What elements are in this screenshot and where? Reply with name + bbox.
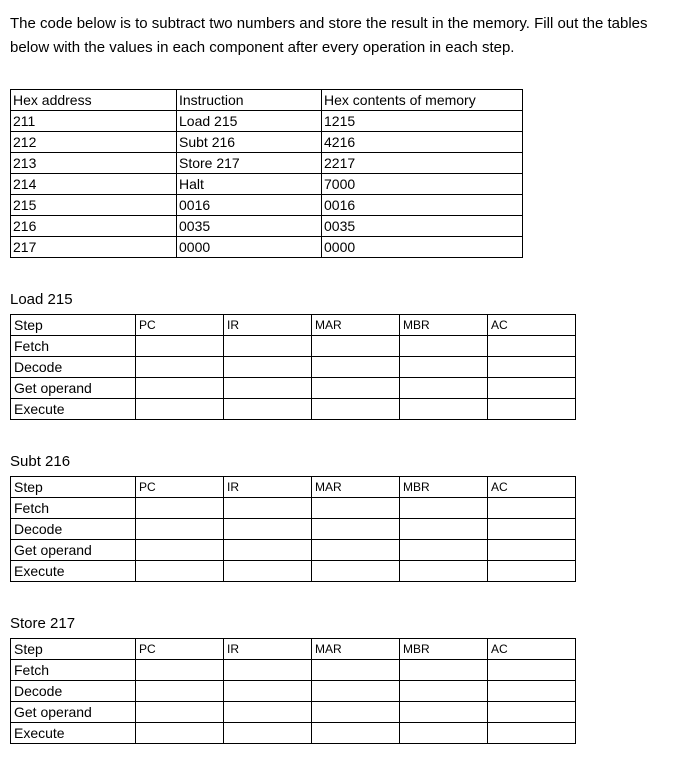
header-ac: AC — [488, 639, 576, 660]
table-row — [11, 660, 576, 681]
mbr-cell[interactable] — [400, 723, 488, 744]
header-ir: IR — [224, 477, 312, 498]
header-ac: AC — [488, 477, 576, 498]
instruction-cell: 0016 — [177, 195, 322, 216]
mar-cell[interactable] — [312, 660, 400, 681]
table-row — [11, 702, 576, 723]
mar-cell[interactable] — [312, 723, 400, 744]
step-table-header-row — [11, 315, 576, 336]
ir-cell[interactable] — [224, 660, 312, 681]
table-row — [11, 174, 523, 195]
header-hex-address: Hex address — [11, 90, 177, 111]
mbr-cell[interactable] — [400, 336, 488, 357]
address-cell: 216 — [11, 216, 177, 237]
section-title-store: Store 217 — [10, 615, 76, 632]
step-table-header-row — [11, 477, 576, 498]
header-mar: MAR — [312, 477, 400, 498]
ir-cell[interactable] — [224, 357, 312, 378]
header-step: Step — [11, 315, 136, 336]
contents-cell: 0000 — [322, 237, 523, 258]
memory-table-header-row — [11, 90, 523, 111]
table-row — [11, 498, 576, 519]
pc-cell[interactable] — [136, 660, 224, 681]
step-label: Fetch — [11, 660, 136, 681]
mar-cell[interactable] — [312, 702, 400, 723]
pc-cell[interactable] — [136, 357, 224, 378]
table-row — [11, 399, 576, 420]
mbr-cell[interactable] — [400, 540, 488, 561]
ir-cell[interactable] — [224, 336, 312, 357]
header-pc: PC — [136, 477, 224, 498]
table-row — [11, 132, 523, 153]
mbr-cell[interactable] — [400, 702, 488, 723]
header-hex-contents: Hex contents of memory — [322, 90, 523, 111]
contents-cell: 2217 — [322, 153, 523, 174]
table-row — [11, 681, 576, 702]
address-cell: 217 — [11, 237, 177, 258]
table-row — [11, 723, 576, 744]
pc-cell[interactable] — [136, 702, 224, 723]
instruction-cell: 0035 — [177, 216, 322, 237]
contents-cell: 7000 — [322, 174, 523, 195]
ir-cell[interactable] — [224, 519, 312, 540]
pc-cell[interactable] — [136, 540, 224, 561]
step-label: Fetch — [11, 336, 136, 357]
table-row — [11, 336, 576, 357]
contents-cell: 0035 — [322, 216, 523, 237]
ac-cell[interactable] — [488, 399, 576, 420]
ac-cell[interactable] — [488, 681, 576, 702]
instruction-cell: 0000 — [177, 237, 322, 258]
address-cell: 212 — [11, 132, 177, 153]
header-mbr: MBR — [400, 477, 488, 498]
mar-cell[interactable] — [312, 540, 400, 561]
mar-cell[interactable] — [312, 378, 400, 399]
ac-cell[interactable] — [488, 561, 576, 582]
address-cell: 211 — [11, 111, 177, 132]
table-row — [11, 153, 523, 174]
mar-cell[interactable] — [312, 561, 400, 582]
ir-cell[interactable] — [224, 399, 312, 420]
contents-cell: 0016 — [322, 195, 523, 216]
mbr-cell[interactable] — [400, 378, 488, 399]
header-ac: AC — [488, 315, 576, 336]
contents-cell: 1215 — [322, 111, 523, 132]
ac-cell[interactable] — [488, 336, 576, 357]
ac-cell[interactable] — [488, 702, 576, 723]
instruction-cell: Subt 216 — [177, 132, 322, 153]
address-cell: 214 — [11, 174, 177, 195]
header-step: Step — [11, 477, 136, 498]
instruction-cell: Load 215 — [177, 111, 322, 132]
step-table-load — [10, 314, 576, 420]
ac-cell[interactable] — [488, 498, 576, 519]
header-mbr: MBR — [400, 639, 488, 660]
address-cell: 213 — [11, 153, 177, 174]
mbr-cell[interactable] — [400, 519, 488, 540]
table-row — [11, 216, 523, 237]
mar-cell[interactable] — [312, 357, 400, 378]
pc-cell[interactable] — [136, 561, 224, 582]
mbr-cell[interactable] — [400, 561, 488, 582]
header-step: Step — [11, 639, 136, 660]
address-cell: 215 — [11, 195, 177, 216]
mar-cell[interactable] — [312, 399, 400, 420]
ir-cell[interactable] — [224, 498, 312, 519]
ir-cell[interactable] — [224, 681, 312, 702]
pc-cell[interactable] — [136, 336, 224, 357]
ir-cell[interactable] — [224, 723, 312, 744]
pc-cell[interactable] — [136, 519, 224, 540]
ac-cell[interactable] — [488, 540, 576, 561]
mar-cell[interactable] — [312, 519, 400, 540]
table-row — [11, 357, 576, 378]
header-ir: IR — [224, 315, 312, 336]
table-row — [11, 111, 523, 132]
mbr-cell[interactable] — [400, 660, 488, 681]
mbr-cell[interactable] — [400, 357, 488, 378]
table-row — [11, 519, 576, 540]
step-label: Decode — [11, 681, 136, 702]
step-table-store — [10, 638, 576, 744]
ir-cell[interactable] — [224, 540, 312, 561]
header-pc: PC — [136, 315, 224, 336]
step-label: Decode — [11, 357, 136, 378]
mbr-cell[interactable] — [400, 399, 488, 420]
table-row — [11, 378, 576, 399]
ac-cell[interactable] — [488, 378, 576, 399]
header-mar: MAR — [312, 639, 400, 660]
pc-cell[interactable] — [136, 498, 224, 519]
header-mbr: MBR — [400, 315, 488, 336]
pc-cell[interactable] — [136, 723, 224, 744]
header-mar: MAR — [312, 315, 400, 336]
mar-cell[interactable] — [312, 498, 400, 519]
step-label: Execute — [11, 561, 136, 582]
ac-cell[interactable] — [488, 660, 576, 681]
step-label: Get operand — [11, 378, 136, 399]
pc-cell[interactable] — [136, 399, 224, 420]
instruction-cell: Halt — [177, 174, 322, 195]
pc-cell[interactable] — [136, 681, 224, 702]
header-pc: PC — [136, 639, 224, 660]
step-label: Decode — [11, 519, 136, 540]
memory-table — [10, 89, 523, 258]
step-label: Get operand — [11, 540, 136, 561]
header-ir: IR — [224, 639, 312, 660]
table-row — [11, 237, 523, 258]
mar-cell[interactable] — [312, 681, 400, 702]
step-label: Execute — [11, 723, 136, 744]
step-table-header-row — [11, 639, 576, 660]
mbr-cell[interactable] — [400, 498, 488, 519]
ir-cell[interactable] — [224, 378, 312, 399]
table-row — [11, 195, 523, 216]
section-title-subt: Subt 216 — [10, 453, 71, 470]
table-row — [11, 561, 576, 582]
step-label: Execute — [11, 399, 136, 420]
step-label: Fetch — [11, 498, 136, 519]
header-instruction: Instruction — [177, 90, 322, 111]
mar-cell[interactable] — [312, 336, 400, 357]
mbr-cell[interactable] — [400, 681, 488, 702]
ac-cell[interactable] — [488, 519, 576, 540]
pc-cell[interactable] — [136, 378, 224, 399]
ir-cell[interactable] — [224, 561, 312, 582]
section-title-load: Load 215 — [10, 291, 73, 308]
instructions-paragraph: The code below is to subtract two numbers and store the result in the memory. Fill out the tables below with the values in each component after every operation in each step. — [10, 15, 648, 56]
instruction-cell: Store 217 — [177, 153, 322, 174]
ir-cell[interactable] — [224, 702, 312, 723]
table-row — [11, 540, 576, 561]
contents-cell: 4216 — [322, 132, 523, 153]
ac-cell[interactable] — [488, 723, 576, 744]
step-table-subt — [10, 476, 576, 582]
ac-cell[interactable] — [488, 357, 576, 378]
step-label: Get operand — [11, 702, 136, 723]
